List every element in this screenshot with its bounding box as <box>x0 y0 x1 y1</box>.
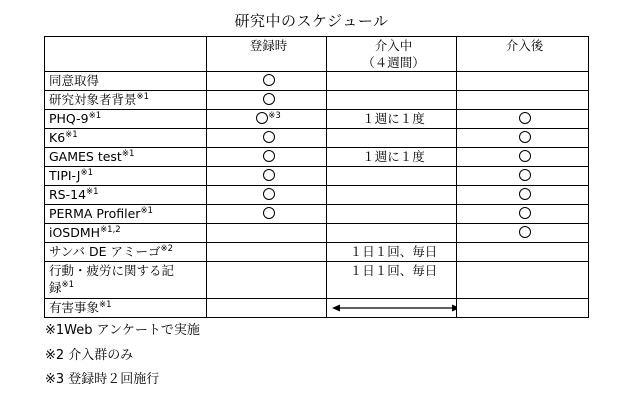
cell-after <box>457 205 589 224</box>
footnote-3: ※3 登録時２回施行 <box>45 372 160 387</box>
cell-after <box>457 299 589 318</box>
footnote-ref: ※1,2 <box>100 225 121 235</box>
cell-after <box>457 186 589 205</box>
cell-registration <box>207 167 327 186</box>
circle-mark-icon <box>263 169 275 181</box>
footnote-1: ※1Web アンケートで実施 <box>45 323 200 338</box>
circle-mark-icon <box>263 74 275 86</box>
row-label: 研究対象者背景$^{※1}$ <box>45 91 207 110</box>
cell-during <box>327 91 457 110</box>
footnote-ref: ※1 <box>121 149 135 159</box>
row-label <box>45 262 207 299</box>
cell-during <box>327 299 457 318</box>
circle-mark-icon <box>263 207 275 219</box>
cell-during <box>327 129 457 148</box>
double-arrow-icon <box>331 299 456 316</box>
cell-registration <box>207 129 327 148</box>
cell-registration <box>207 205 327 224</box>
cell-after <box>457 243 589 262</box>
cell-registration <box>207 186 327 205</box>
header-registration: 登録時 <box>207 37 327 72</box>
cell-registration <box>207 262 327 299</box>
footnote-ref: ※1 <box>88 111 102 121</box>
cell-registration <box>207 224 327 243</box>
table-row <box>45 110 589 129</box>
cell-during <box>327 205 457 224</box>
footnote-ref: ※1 <box>80 168 93 178</box>
cell-during: １週に１度 <box>327 110 457 129</box>
row-label: PHQ-9$^{※1}$ <box>45 110 207 129</box>
footnotes <box>45 319 200 393</box>
row-label: サンバ DE アミーゴ$^{※2}$ <box>45 243 207 262</box>
cell-during <box>327 72 457 91</box>
cell-during: １週に１度 <box>327 148 457 167</box>
cell-after <box>457 91 589 110</box>
cell-during <box>327 224 457 243</box>
cell-after <box>457 129 589 148</box>
table-row <box>45 186 589 205</box>
table-row <box>45 91 589 110</box>
cell-after <box>457 148 589 167</box>
circle-mark-icon <box>263 150 275 162</box>
cell-registration <box>207 299 327 318</box>
table-row-adverse-events <box>45 299 589 318</box>
footnote-ref: ※1 <box>99 300 112 310</box>
header-item <box>45 37 207 72</box>
cell-registration <box>207 110 327 129</box>
row-label: PERMA Profiler$^{※1}$ <box>45 205 207 224</box>
cell-registration <box>207 91 327 110</box>
header-during-line1: 介入中 <box>374 38 413 53</box>
circle-mark-icon <box>519 169 531 181</box>
schedule-title: 研究中のスケジュール <box>234 12 389 30</box>
row-label: 同意取得 <box>45 72 207 91</box>
footnote-ref: ※1 <box>86 187 99 197</box>
schedule-table <box>44 36 589 318</box>
cell-during <box>327 186 457 205</box>
cell-after <box>457 262 589 299</box>
circle-mark-icon <box>519 112 531 124</box>
circle-mark-icon <box>519 207 531 219</box>
row-label-line1: 行動・疲労に関する記 <box>49 263 175 278</box>
footnote-ref: ※1 <box>65 130 78 140</box>
header-during-line2: （４週間） <box>362 55 425 70</box>
header-row <box>45 37 589 72</box>
cell-after <box>457 167 589 186</box>
footnote-ref: ※3 <box>268 111 281 121</box>
circle-mark-icon <box>519 226 531 238</box>
header-after-intervention: 介入後 <box>457 37 589 72</box>
table-row <box>45 205 589 224</box>
table-row <box>45 148 589 167</box>
cell-registration <box>207 243 327 262</box>
table-row <box>45 224 589 243</box>
cell-registration <box>207 148 327 167</box>
circle-mark-icon <box>263 188 275 200</box>
row-label: K6$^{※1}$ <box>45 129 207 148</box>
row-label: iOSDMH$^{※1,2}$ <box>45 224 207 243</box>
circle-mark-icon <box>256 112 268 124</box>
row-label: RS-14$^{※1}$ <box>45 186 207 205</box>
cell-after <box>457 110 589 129</box>
table-row <box>45 243 589 262</box>
cell-during: １日１回、毎日 <box>327 262 457 299</box>
row-label-line2: 録 <box>49 280 62 295</box>
row-label: TIPI-$J^{※1}$ <box>45 167 207 186</box>
footnote-2: ※2 介入群のみ <box>45 347 134 363</box>
footnote-ref: ※2 <box>160 244 174 254</box>
row-label: 有害事象$^{※1}$ <box>45 299 207 318</box>
cell-after <box>457 224 589 243</box>
cell-registration <box>207 72 327 91</box>
circle-mark-icon <box>519 150 531 162</box>
circle-mark-icon <box>519 188 531 200</box>
cell-during: １日１回、毎日 <box>327 243 457 262</box>
circle-mark-icon <box>263 131 275 143</box>
circle-mark-icon <box>519 131 531 143</box>
cell-after <box>457 72 589 91</box>
table-row-behavior-record <box>45 262 589 299</box>
table-row <box>45 129 589 148</box>
footnote-ref: ※1 <box>61 280 75 290</box>
circle-mark-icon <box>263 93 275 105</box>
header-during-intervention <box>327 37 457 72</box>
table-row <box>45 167 589 186</box>
footnote-ref: ※1 <box>136 92 150 102</box>
cell-during <box>327 167 457 186</box>
footnote-ref: ※1 <box>140 206 153 216</box>
table-row <box>45 72 589 91</box>
row-label: GAMES test$^{※1}$ <box>45 148 207 167</box>
